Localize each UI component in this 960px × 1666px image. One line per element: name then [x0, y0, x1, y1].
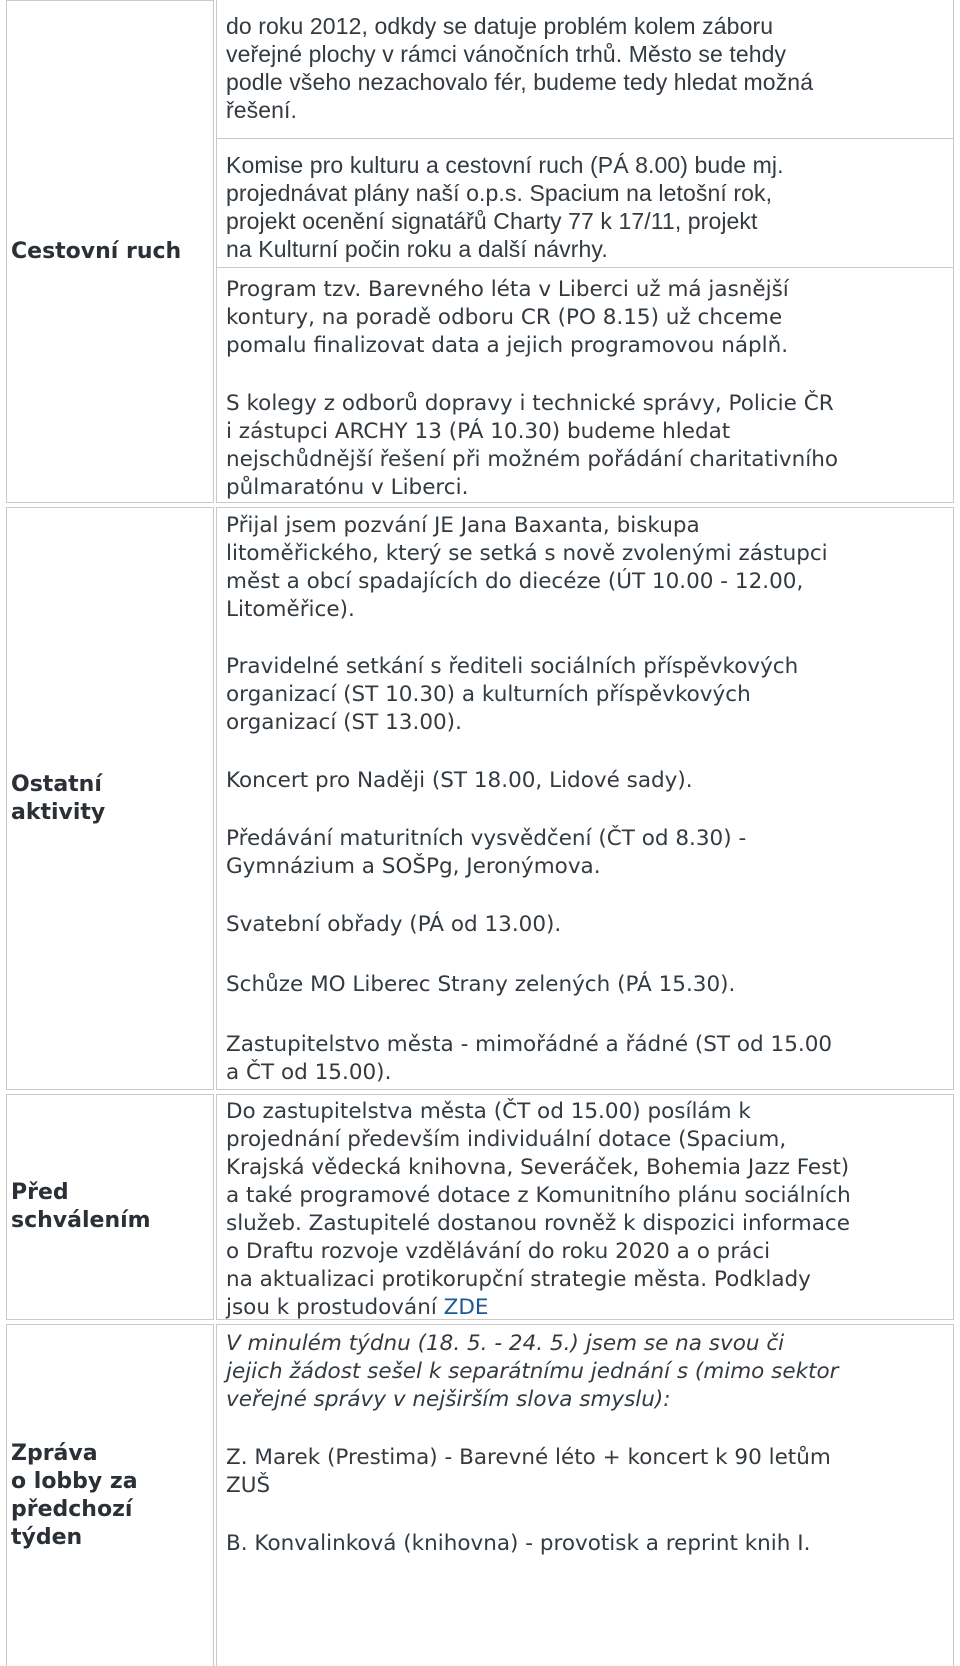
- paragraph: do roku 2012, odkdy se datuje problém kolem záboru veřejné plochy v rámci vánočních trhů. Město se tehdy podle všeho nezachovalo fér, budeme tedy hledat možná řešení.: [226, 13, 814, 123]
- row-label-ostatni-aktivity: [6, 507, 214, 1090]
- paragraph: Schůze MO Liberec Strany zelených (PÁ 15.30).: [226, 972, 736, 997]
- row-label-text: Cestovní ruch: [11, 238, 182, 264]
- paragraph: Zastupitelstvo města - mimořádné a řádné (ST od 15.00 a ČT od 15.00).: [226, 1032, 833, 1085]
- paragraph: B. Konvalinková (knihovna) - provotisk a reprint knih I.: [226, 1531, 811, 1556]
- row-label-zprava-o-lobby: [6, 1324, 214, 1666]
- paragraph: [226, 1098, 946, 1322]
- paragraph: Koncert pro Naději (ST 18.00, Lidové sady).: [226, 768, 693, 793]
- zde-link[interactable]: ZDE: [443, 1295, 489, 1320]
- paragraph: Komise pro kulturu a cestovní ruch (PÁ 8.00) bude mj. projednávat plány naší o.p.s. Spacium na letošní rok, projekt ocenění signatářů Charty 77 k 17/11, projekt na Kulturní počin roku a další návrhy.: [226, 152, 784, 262]
- paragraph: Z. Marek (Prestima) - Barevné léto + koncert k 90 letům ZUŠ: [226, 1445, 831, 1498]
- paragraph: S kolegy z odborů dopravy i technické správy, Policie ČR i zástupci ARCHY 13 (PÁ 10.30) budeme hledat nejschůdnější řešení při možném pořádání charitativního půlmaratónu v Liberci.: [226, 391, 838, 500]
- row-label-pred-schvalenim: [6, 1094, 214, 1320]
- paragraph: Program tzv. Barevného léta v Liberci už má jasnější kontury, na poradě odboru CR (PO 8.15) už chceme pomalu finalizovat data a jejich programovou náplň.: [226, 277, 789, 358]
- row-label-text: Ostatní aktivity: [11, 771, 106, 825]
- paragraph: Přijal jsem pozvání JE Jana Baxanta, biskupa litoměřického, který se setká s nově zvolenými zástupci měst a obcí spadajících do diecéze (ÚT 10.00 - 12.00, Litoměřice).: [226, 513, 828, 622]
- row-label-cestovni-ruch: [6, 0, 214, 503]
- paragraph-text: Do zastupitelstva města (ČT od 15.00) posílám k projednání především individuální dotace (Spacium, Krajská vědecká knihovna, Severáček, Bohemia Jazz Fest) a také programové dotace z Komunitního plánu sociálních služeb. Zastupitelé dostanou rovněž k dispozici informace o Draftu rozvoje vzdělávání do roku 2020 a o práci na aktualizaci protikorupční strategie města. Podklady jsou k prostudování: [226, 1099, 851, 1320]
- row-label-text: Před schválením: [11, 1180, 151, 1233]
- paragraph: V minulém týdnu (18. 5. - 24. 5.) jsem se na svou či jejich žádost sešel k separátnímu jednání s (mimo sektor veřejné správy v nejširším slova smyslu):: [226, 1331, 839, 1412]
- row-label-text: Zpráva o lobby za předchozí týden: [11, 1440, 138, 1550]
- paragraph: Předávání maturitních vysvědčení (ČT od 8.30) - Gymnázium a SOŠPg, Jeronýmova.: [226, 826, 747, 879]
- paragraph: Svatební obřady (PÁ od 13.00).: [226, 912, 562, 937]
- paragraph: Pravidelné setkání s řediteli sociálních příspěvkových organizací (ST 10.30) a kulturních příspěvkových organizací (ST 13.00).: [226, 654, 799, 735]
